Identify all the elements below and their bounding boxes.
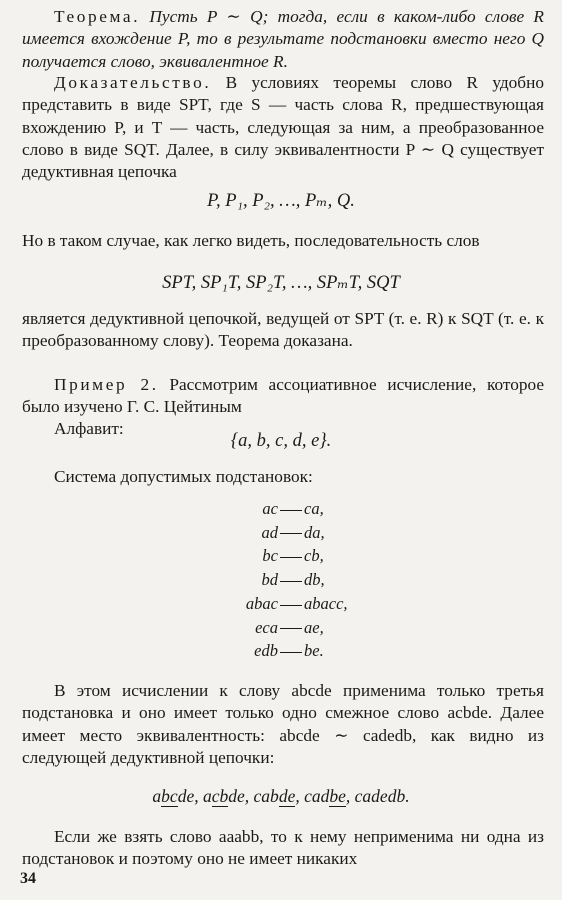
example-paragraph [22, 374, 544, 419]
substitution-rule [200, 523, 360, 543]
substitution-rule [200, 570, 360, 590]
substitution-rule [200, 499, 360, 519]
theorem-text: Пусть P ∼ Q; тогда, если в каком-либо слове R имеется вхождение P, то в результате подстановки вместо него Q получается слово, эквивалентное R. [22, 7, 544, 71]
rule-dash [280, 581, 302, 582]
alphabet-label: Алфавит: [54, 419, 124, 438]
paragraph-conclusion: является дедуктивной цепочкой, ведущей от SPT (т. е. R) к SQT (т. е. к преобразованному слову). Теорема доказана. [22, 309, 544, 351]
chain-word: abcde, [152, 786, 199, 806]
example-text: Рассмотрим ассоциативное исчисление, которое было изучено Г. С. Цейтиным [22, 375, 545, 417]
deductive-chain-3 [0, 785, 562, 807]
rule-dash [280, 533, 302, 534]
theorem-paragraph [22, 6, 544, 73]
rule-right: abacc, [304, 593, 348, 613]
rule-left: ad [261, 522, 278, 542]
substitution-rule [200, 546, 360, 566]
rule-dash [280, 510, 302, 511]
proof-label: Доказательство. [54, 73, 212, 92]
rule-right: cb, [304, 546, 324, 566]
rule-right: da, [304, 522, 325, 542]
rule-left: eca [255, 617, 278, 637]
proof-paragraph [22, 72, 544, 183]
chain-word: cadedb. [354, 786, 410, 806]
page-number: 34 [20, 870, 36, 887]
rule-left: bd [261, 570, 278, 590]
deductive-chain-1: P, P₁, P₂, …, Pₘ, Q. [207, 191, 355, 211]
paragraph-calculus: В этом исчислении к слову abcde применима только третья подстановка и оно имеет только одно смежное слово acbde. Далее имеет место эквивалентность: abcde ∼ cadedb, как видно из следующей дедуктивной цепочки: [22, 681, 544, 767]
rule-dash [280, 557, 302, 558]
rule-left: ac [262, 499, 278, 518]
theorem-label: Теорема. [54, 7, 141, 26]
rule-left: bc [262, 546, 278, 566]
rule-left: edb [254, 641, 278, 661]
example-label: Пример 2. [54, 375, 159, 394]
rule-dash [280, 628, 302, 629]
proof-text: В условиях теоремы слово R удобно представить в виде SPT, где S — часть слова R, предшествующая вхождению P, и T — часть, следующая за ним, а преобразованное слово в виде SQT. Далее, в силу эквивалентности P ∼ Q существует дедуктивная цепочка [22, 73, 544, 182]
paragraph-last: Если же взять слово aaabb, то к нему неприменима ни одна из подстановок и поэтому оно не имеет никаких [22, 827, 544, 869]
substitution-rule [200, 641, 360, 661]
substitution-rule [200, 618, 360, 638]
rule-right: db, [304, 570, 325, 590]
substitution-rule [200, 594, 360, 614]
rule-right: be. [304, 641, 324, 661]
rule-dash [280, 652, 302, 653]
alphabet-set: {a, b, c, d, e}. [230, 431, 332, 451]
deductive-chain-2: SPT, SP₁T, SP₂T, …, SPₘT, SQT [162, 273, 400, 293]
paragraph-sequence: Но в таком случае, как легко видеть, последовательность слов [22, 231, 480, 250]
rules-label: Система допустимых подстановок: [54, 467, 313, 486]
chain-word: cadbe, [304, 786, 351, 806]
rule-right: ca, [304, 499, 324, 518]
chain-word: acbde, [202, 786, 250, 806]
chain-word: cabde, [253, 786, 300, 806]
rule-right: ae, [304, 617, 324, 637]
rule-left: abac [245, 593, 278, 613]
rule-dash [280, 605, 302, 606]
